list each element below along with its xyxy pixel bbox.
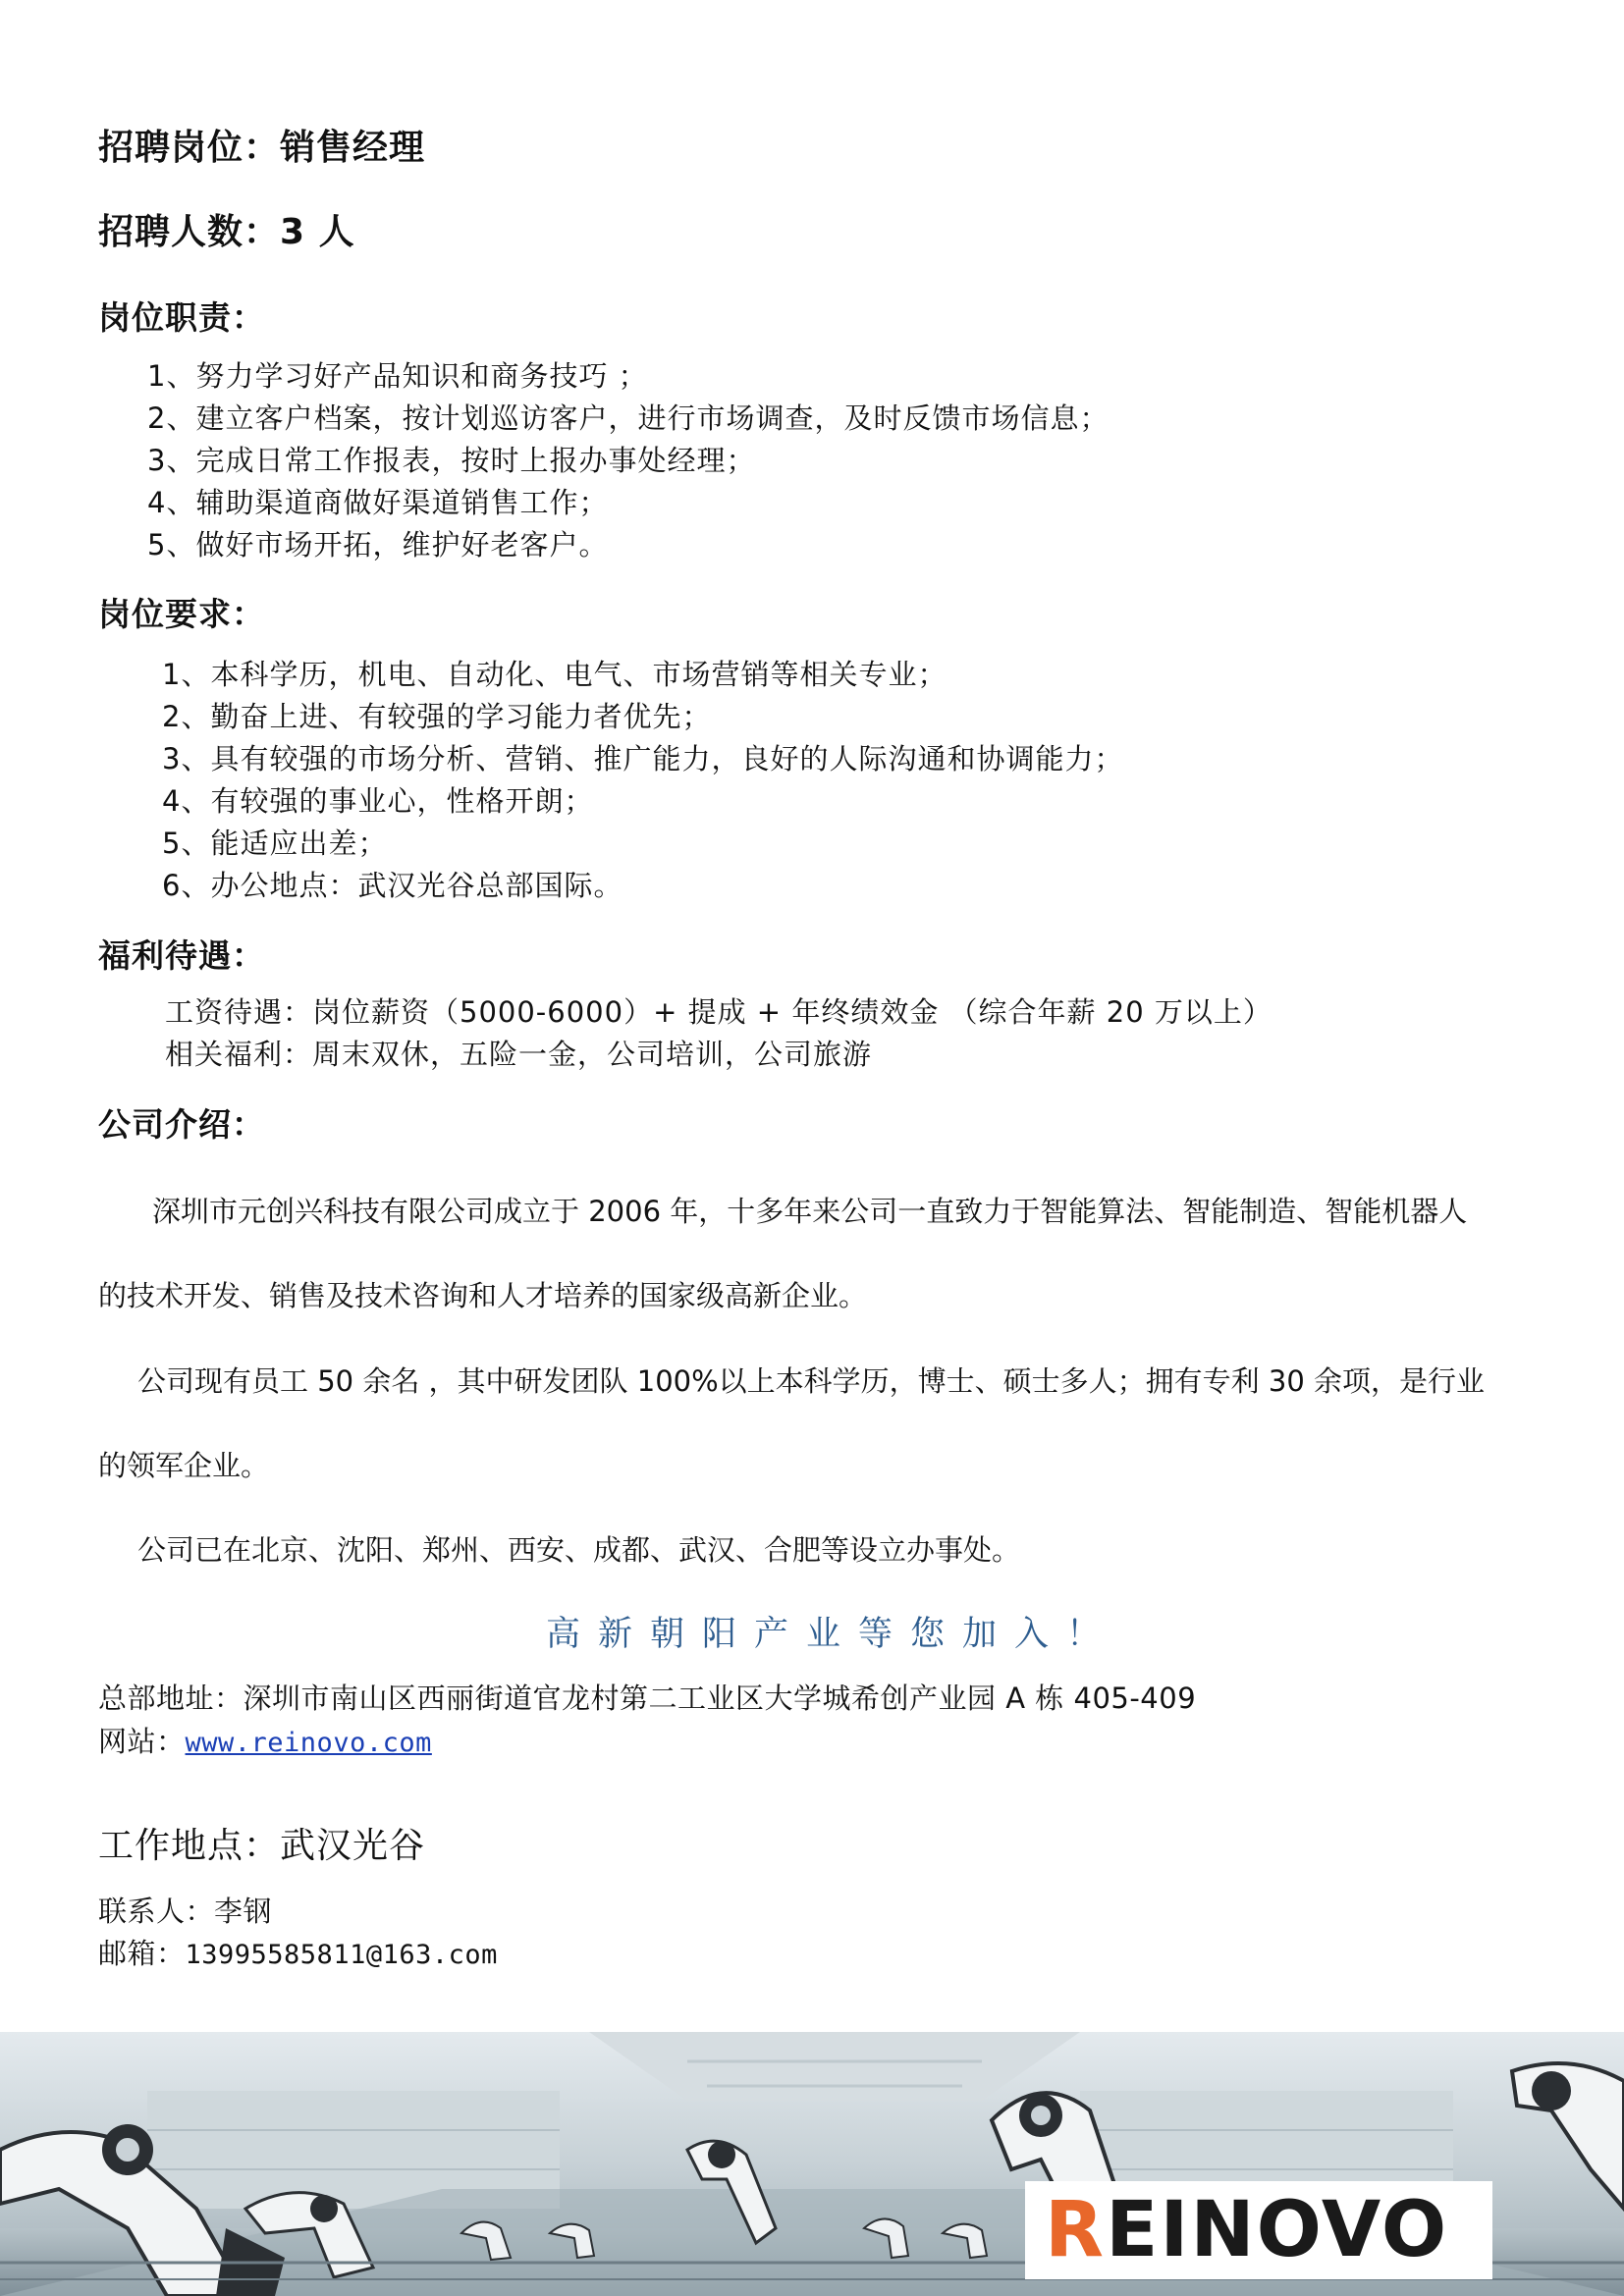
duty-item: 3、完成日常工作报表，按时上报办事处经理； (147, 444, 756, 477)
logo-first-letter: R (1045, 2186, 1107, 2274)
duties-heading: 岗位职责： (98, 298, 265, 337)
slogan: 高新朝阳产业等您加入！ (546, 1615, 1119, 1654)
logo-rest: EINOVO (1106, 2186, 1449, 2274)
company-paragraph: 的技术开发、销售及技术咨询和人才培养的国家级高新企业。 (98, 1279, 868, 1312)
reinovo-logo (1025, 2181, 1492, 2279)
requirement-item: 5、能适应出差； (162, 827, 388, 860)
logo-wordmark (1045, 2187, 1448, 2273)
duty-item: 1、努力学习好产品知识和商务技巧 ； (147, 359, 648, 393)
email-address: 13995585811@163.com (185, 1940, 498, 1970)
headcount: 招聘人数：3 人 (98, 212, 355, 252)
duty-item: 2、建立客户档案，按计划巡访客户，进行市场调查，及时反馈市场信息； (147, 401, 1110, 435)
benefits-list (165, 991, 1272, 1076)
requirement-item: 3、具有较强的市场分析、营销、推广能力，良好的人际沟通和协调能力； (162, 742, 1124, 775)
benefit-item: 工资待遇：岗位薪资（5000-6000）+ 提成 + 年终绩效金 （综合年薪 20 万以上） (165, 995, 1272, 1029)
requirement-item: 1、本科学历，机电、自动化、电气、市场营销等相关专业； (162, 658, 947, 691)
website-line (98, 1720, 432, 1760)
company-heading: 公司介绍： (98, 1105, 265, 1144)
benefit-item: 相关福利：周末双休，五险一金，公司培训，公司旅游 (165, 1038, 873, 1071)
website-label: 网站： (98, 1725, 186, 1758)
company-paragraph: 的领军企业。 (98, 1449, 270, 1482)
email-line (98, 1932, 498, 1972)
duties-list (147, 355, 1109, 566)
contact-person: 联系人：李钢 (98, 1895, 273, 1928)
requirement-item: 4、有较强的事业心，性格开朗； (162, 784, 594, 818)
company-paragraph: 公司已在北京、沈阳、郑州、西安、成都、武汉、合肥等设立办事处。 (137, 1533, 1021, 1567)
requirement-item: 2、勤奋上进、有较强的学习能力者优先； (162, 700, 712, 733)
email-label: 邮箱： (98, 1937, 186, 1970)
company-paragraph: 公司现有员工 50 余名 ，其中研发团队 100%以上本科学历，博士、硕士多人；拥有专利 30 余项，是行业 (137, 1364, 1486, 1398)
company-paragraph: 深圳市元创兴科技有限公司成立于 2006 年，十多年来公司一直致力于智能算法、智能制造、智能机器人 (152, 1195, 1468, 1228)
requirement-item: 6、办公地点：武汉光谷总部国际。 (162, 869, 623, 902)
requirements-list (162, 654, 1123, 907)
workplace: 工作地点：武汉光谷 (98, 1826, 426, 1866)
website-link[interactable]: www.reinovo.com (185, 1728, 432, 1758)
benefits-heading: 福利待遇： (98, 936, 265, 975)
hq-address: 总部地址：深圳市南山区西丽街道官龙村第二工业区大学城希创产业园 A 栋 405-409 (98, 1682, 1197, 1715)
job-title: 招聘岗位：销售经理 (98, 128, 426, 168)
requirements-heading: 岗位要求： (98, 595, 265, 633)
duty-item: 4、辅助渠道商做好渠道销售工作； (147, 486, 609, 519)
duty-item: 5、做好市场开拓，维护好老客户。 (147, 528, 609, 561)
